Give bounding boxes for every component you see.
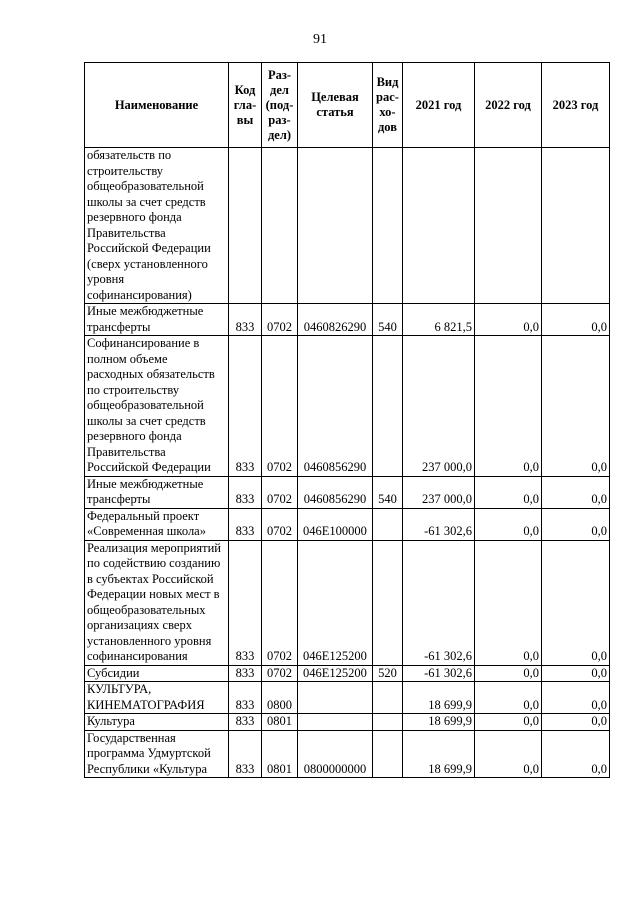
row-section xyxy=(262,148,298,304)
row-value-2023: 0,0 xyxy=(542,476,610,508)
header-expense-type: Вид рас- хо- дов xyxy=(373,63,403,148)
row-expense-type xyxy=(373,148,403,304)
table-header-row xyxy=(85,63,610,148)
row-value-2023 xyxy=(542,148,610,304)
row-section: 0702 xyxy=(262,665,298,682)
row-expense-type: 540 xyxy=(373,476,403,508)
row-target-article: 0460856290 xyxy=(298,336,373,477)
header-target-article: Целевая статья xyxy=(298,63,373,148)
budget-table xyxy=(84,62,610,778)
table-row xyxy=(85,508,610,540)
header-2021: 2021 год xyxy=(403,63,475,148)
header-chapter-code: Код гла- вы xyxy=(229,63,262,148)
row-chapter-code: 833 xyxy=(229,665,262,682)
row-section: 0702 xyxy=(262,540,298,665)
row-section: 0801 xyxy=(262,730,298,778)
table-row xyxy=(85,665,610,682)
row-chapter-code: 833 xyxy=(229,714,262,731)
row-value-2021: 18 699,9 xyxy=(403,730,475,778)
row-value-2021: 237 000,0 xyxy=(403,476,475,508)
row-value-2021: 6 821,5 xyxy=(403,304,475,336)
row-expense-type: 520 xyxy=(373,665,403,682)
row-value-2022: 0,0 xyxy=(475,336,542,477)
row-expense-type xyxy=(373,730,403,778)
row-section: 0801 xyxy=(262,714,298,731)
row-name: Иные межбюджетные трансферты xyxy=(85,476,229,508)
row-name: КУЛЬТУРА, КИНЕМАТОГРАФИЯ xyxy=(85,682,229,714)
row-value-2023: 0,0 xyxy=(542,714,610,731)
row-target-article: 046E100000 xyxy=(298,508,373,540)
row-chapter-code: 833 xyxy=(229,540,262,665)
header-2022: 2022 год xyxy=(475,63,542,148)
row-value-2023: 0,0 xyxy=(542,336,610,477)
row-expense-type xyxy=(373,508,403,540)
row-target-article: 0460826290 xyxy=(298,304,373,336)
row-expense-type xyxy=(373,714,403,731)
row-value-2023: 0,0 xyxy=(542,665,610,682)
row-value-2022: 0,0 xyxy=(475,682,542,714)
table-row xyxy=(85,476,610,508)
row-target-article xyxy=(298,682,373,714)
row-chapter-code: 833 xyxy=(229,730,262,778)
table-row xyxy=(85,540,610,665)
row-value-2022: 0,0 xyxy=(475,476,542,508)
row-value-2021: 18 699,9 xyxy=(403,682,475,714)
row-name: Софинансирование в полном объеме расходных обязательств по строительству общеобразовательной школы за счет средств резервного фонда Правительства Российской Федерации xyxy=(85,336,229,477)
row-expense-type xyxy=(373,682,403,714)
row-value-2023: 0,0 xyxy=(542,508,610,540)
row-value-2022 xyxy=(475,148,542,304)
header-name: Наименование xyxy=(85,63,229,148)
table-row xyxy=(85,148,610,304)
table-row xyxy=(85,304,610,336)
row-target-article xyxy=(298,148,373,304)
row-target-article xyxy=(298,714,373,731)
row-value-2022: 0,0 xyxy=(475,508,542,540)
row-value-2023: 0,0 xyxy=(542,540,610,665)
row-chapter-code: 833 xyxy=(229,304,262,336)
row-value-2022: 0,0 xyxy=(475,665,542,682)
row-value-2021: 18 699,9 xyxy=(403,714,475,731)
row-name: обязательств по строительству общеобразовательной школы за счет средств резервного фонда Правительства Российской Федерации (сверх установленного уровня софинансирования) xyxy=(85,148,229,304)
table-row xyxy=(85,730,610,778)
row-value-2023: 0,0 xyxy=(542,682,610,714)
table-row xyxy=(85,682,610,714)
row-value-2021: -61 302,6 xyxy=(403,540,475,665)
row-expense-type xyxy=(373,540,403,665)
row-target-article: 0800000000 xyxy=(298,730,373,778)
row-section: 0702 xyxy=(262,336,298,477)
table-row xyxy=(85,714,610,731)
row-chapter-code: 833 xyxy=(229,476,262,508)
row-value-2021 xyxy=(403,148,475,304)
row-expense-type xyxy=(373,336,403,477)
row-section: 0702 xyxy=(262,304,298,336)
row-target-article: 046E125200 xyxy=(298,665,373,682)
row-name: Иные межбюджетные трансферты xyxy=(85,304,229,336)
row-expense-type: 540 xyxy=(373,304,403,336)
header-section: Раз- дел (под- раз- дел) xyxy=(262,63,298,148)
row-value-2023: 0,0 xyxy=(542,304,610,336)
row-value-2023: 0,0 xyxy=(542,730,610,778)
row-chapter-code xyxy=(229,148,262,304)
row-section: 0702 xyxy=(262,476,298,508)
row-value-2021: -61 302,6 xyxy=(403,665,475,682)
row-chapter-code: 833 xyxy=(229,682,262,714)
row-section: 0800 xyxy=(262,682,298,714)
row-name: Реализация мероприятий по содействию созданию в субъектах Российской Федерации новых мест в общеобразовательных организациях сверх установленного уровня софинансирования xyxy=(85,540,229,665)
row-name: Федеральный проект «Современная школа» xyxy=(85,508,229,540)
row-value-2022: 0,0 xyxy=(475,714,542,731)
row-name: Субсидии xyxy=(85,665,229,682)
row-chapter-code: 833 xyxy=(229,336,262,477)
row-value-2021: -61 302,6 xyxy=(403,508,475,540)
row-target-article: 0460856290 xyxy=(298,476,373,508)
row-value-2022: 0,0 xyxy=(475,304,542,336)
row-value-2022: 0,0 xyxy=(475,540,542,665)
row-name: Культура xyxy=(85,714,229,731)
row-section: 0702 xyxy=(262,508,298,540)
row-target-article: 046E125200 xyxy=(298,540,373,665)
row-chapter-code: 833 xyxy=(229,508,262,540)
header-2023: 2023 год xyxy=(542,63,610,148)
row-value-2021: 237 000,0 xyxy=(403,336,475,477)
table-row xyxy=(85,336,610,477)
row-name: Государственная программа Удмуртской Республики «Культура xyxy=(85,730,229,778)
page-number: 91 xyxy=(313,32,327,47)
row-value-2022: 0,0 xyxy=(475,730,542,778)
